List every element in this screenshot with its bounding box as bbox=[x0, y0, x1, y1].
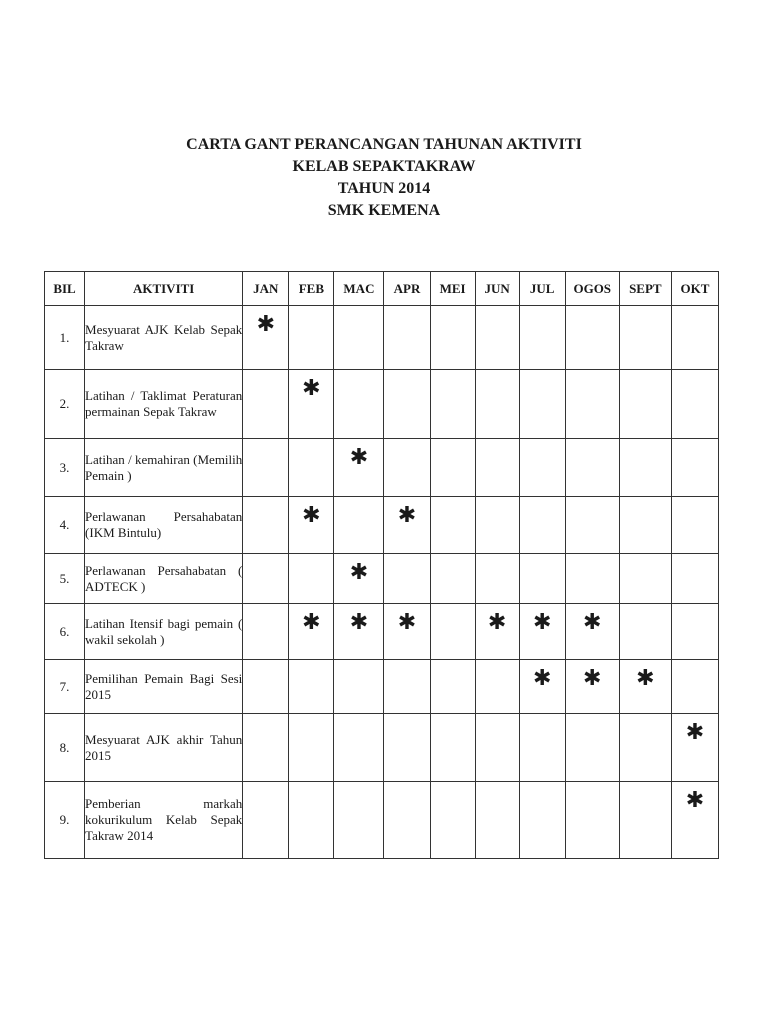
activity-label: Latihan Itensif bagi pemain ( wakil sekolah ) bbox=[85, 615, 243, 647]
month-cell-feb bbox=[289, 714, 334, 782]
activity-marker-icon: ✱ bbox=[349, 560, 369, 585]
month-cell-apr bbox=[384, 370, 430, 439]
activity-marker-icon: ✱ bbox=[397, 610, 417, 635]
month-cell-sept bbox=[619, 714, 671, 782]
month-cell-jun bbox=[475, 660, 519, 714]
month-cell-jul bbox=[519, 554, 565, 604]
activity-marker-icon: ✱ bbox=[636, 666, 655, 691]
activity-marker-icon: ✱ bbox=[532, 666, 552, 691]
month-cell-jan bbox=[243, 660, 289, 714]
month-cell-apr bbox=[384, 306, 430, 370]
month-cell-jan bbox=[243, 554, 289, 604]
title-line-2: KELAB SEPAKTAKRAW bbox=[292, 158, 476, 175]
month-cell-apr bbox=[384, 497, 430, 554]
month-cell-mac bbox=[334, 604, 384, 660]
table-row bbox=[45, 439, 719, 497]
month-cell-sept bbox=[619, 306, 671, 370]
month-cell-feb bbox=[289, 782, 334, 859]
month-cell-jul bbox=[519, 306, 565, 370]
month-cell-feb bbox=[289, 497, 334, 554]
activity-label: Pemilihan Pemain Bagi Sesi 2015 bbox=[85, 670, 243, 702]
header-month-apr: APR bbox=[384, 272, 430, 306]
table-row bbox=[45, 306, 719, 370]
activity-label: Pemberian markah kokurikulum Kelab Sepak Takraw 2014 bbox=[85, 796, 243, 843]
month-cell-mei bbox=[430, 782, 475, 859]
month-cell-mac bbox=[334, 554, 384, 604]
month-cell-mac bbox=[334, 497, 384, 554]
month-cell-mei bbox=[430, 714, 475, 782]
header-month-mei: MEI bbox=[430, 272, 475, 306]
month-cell-mei bbox=[430, 554, 475, 604]
table-row bbox=[45, 660, 719, 714]
row-number: 9. bbox=[45, 782, 85, 859]
month-cell-okt bbox=[671, 782, 718, 859]
month-cell-mac bbox=[334, 714, 384, 782]
title-line-1: CARTA GANT PERANCANGAN TAHUNAN AKTIVITI bbox=[186, 136, 582, 153]
month-cell-jul bbox=[519, 782, 565, 859]
activity-cell bbox=[85, 660, 243, 714]
row-number: 8. bbox=[45, 714, 85, 782]
month-cell-jul bbox=[519, 439, 565, 497]
month-cell-sept bbox=[619, 604, 671, 660]
month-cell-mei bbox=[430, 370, 475, 439]
activity-marker-icon: ✱ bbox=[685, 788, 705, 813]
month-cell-jan bbox=[243, 497, 289, 554]
row-number: 4. bbox=[45, 497, 85, 554]
activity-cell bbox=[85, 370, 243, 439]
month-cell-jun bbox=[475, 714, 519, 782]
month-cell-mac bbox=[334, 306, 384, 370]
activity-label: Latihan / kemahiran (Memilih Pemain ) bbox=[85, 451, 243, 483]
activity-label: Perlawanan Persahabatan (IKM Bintulu) bbox=[85, 509, 243, 540]
month-cell-jun bbox=[475, 370, 519, 439]
month-cell-feb bbox=[289, 370, 334, 439]
gantt-table bbox=[44, 271, 719, 859]
month-cell-ogos bbox=[565, 497, 619, 554]
activity-cell bbox=[85, 782, 243, 859]
month-cell-jan bbox=[243, 604, 289, 660]
activity-cell bbox=[85, 714, 243, 782]
month-cell-apr bbox=[384, 604, 430, 660]
month-cell-mac bbox=[334, 439, 384, 497]
row-number: 3. bbox=[45, 439, 85, 497]
table-row bbox=[45, 370, 719, 439]
month-cell-apr bbox=[384, 782, 430, 859]
month-cell-jan bbox=[243, 370, 289, 439]
month-cell-apr bbox=[384, 660, 430, 714]
month-cell-jan bbox=[243, 782, 289, 859]
month-cell-ogos bbox=[565, 370, 619, 439]
month-cell-sept bbox=[619, 660, 671, 714]
month-cell-ogos bbox=[565, 782, 619, 859]
row-number: 6. bbox=[45, 604, 85, 660]
month-cell-jul bbox=[519, 714, 565, 782]
month-cell-sept bbox=[619, 439, 671, 497]
month-cell-mei bbox=[430, 660, 475, 714]
month-cell-mei bbox=[430, 497, 475, 554]
header-month-feb: FEB bbox=[289, 272, 334, 306]
header-month-sept: SEPT bbox=[619, 272, 671, 306]
month-cell-okt bbox=[671, 370, 718, 439]
activity-cell bbox=[85, 439, 243, 497]
month-cell-feb bbox=[289, 439, 334, 497]
month-cell-jun bbox=[475, 604, 519, 660]
month-cell-jan bbox=[243, 714, 289, 782]
activity-label: Mesyuarat AJK akhir Tahun 2015 bbox=[85, 731, 243, 763]
activity-marker-icon: ✱ bbox=[302, 376, 321, 401]
month-cell-okt bbox=[671, 497, 718, 554]
month-cell-ogos bbox=[565, 714, 619, 782]
row-number: 5. bbox=[45, 554, 85, 604]
title-line-3: TAHUN 2014 bbox=[337, 180, 431, 197]
row-number: 1. bbox=[45, 306, 85, 370]
month-cell-jun bbox=[475, 306, 519, 370]
header-month-ogos: OGOS bbox=[565, 272, 619, 306]
month-cell-ogos bbox=[565, 554, 619, 604]
month-cell-jul bbox=[519, 370, 565, 439]
header-month-okt: OKT bbox=[671, 272, 718, 306]
month-cell-feb bbox=[289, 554, 334, 604]
month-cell-mei bbox=[430, 306, 475, 370]
month-cell-feb bbox=[289, 660, 334, 714]
table-row bbox=[45, 782, 719, 859]
header-month-mac: MAC bbox=[334, 272, 384, 306]
month-cell-apr bbox=[384, 439, 430, 497]
row-number: 7. bbox=[45, 660, 85, 714]
activity-label: Perlawanan Persahabatan ( ADTECK ) bbox=[85, 562, 243, 594]
activity-marker-icon: ✱ bbox=[583, 610, 602, 635]
month-cell-jun bbox=[475, 782, 519, 859]
month-cell-sept bbox=[619, 370, 671, 439]
activity-marker-icon: ✱ bbox=[397, 503, 417, 528]
month-cell-okt bbox=[671, 306, 718, 370]
month-cell-jul bbox=[519, 604, 565, 660]
month-cell-sept bbox=[619, 782, 671, 859]
activity-cell bbox=[85, 604, 243, 660]
activity-marker-icon: ✱ bbox=[532, 610, 552, 635]
activity-marker-icon: ✱ bbox=[685, 720, 705, 745]
header-bil: BIL bbox=[45, 272, 85, 306]
month-cell-okt bbox=[671, 714, 718, 782]
month-cell-mei bbox=[430, 604, 475, 660]
month-cell-jun bbox=[475, 497, 519, 554]
activity-marker-icon: ✱ bbox=[349, 445, 369, 470]
month-cell-mei bbox=[430, 439, 475, 497]
activity-marker-icon: ✱ bbox=[583, 666, 602, 691]
table-row bbox=[45, 604, 719, 660]
title-line-4: SMK KEMENA bbox=[327, 202, 441, 219]
month-cell-mac bbox=[334, 660, 384, 714]
activity-marker-icon: ✱ bbox=[302, 503, 321, 528]
header-month-jul: JUL bbox=[519, 272, 565, 306]
month-cell-okt bbox=[671, 554, 718, 604]
month-cell-mac bbox=[334, 370, 384, 439]
table-row bbox=[45, 497, 719, 554]
activity-label: Latihan / Taklimat Peraturan permainan Sepak Takraw bbox=[85, 388, 243, 419]
activity-label: Mesyuarat AJK Kelab Sepak Takraw bbox=[85, 321, 243, 353]
header-month-jun: JUN bbox=[475, 272, 519, 306]
month-cell-jun bbox=[475, 554, 519, 604]
header-row bbox=[45, 272, 719, 306]
activity-cell bbox=[85, 554, 243, 604]
month-cell-feb bbox=[289, 306, 334, 370]
month-cell-sept bbox=[619, 497, 671, 554]
month-cell-okt bbox=[671, 439, 718, 497]
month-cell-jul bbox=[519, 660, 565, 714]
activity-marker-icon: ✱ bbox=[302, 610, 321, 635]
header-aktiviti: AKTIVITI bbox=[85, 272, 243, 306]
month-cell-sept bbox=[619, 554, 671, 604]
gantt-body bbox=[45, 306, 719, 859]
month-cell-apr bbox=[384, 714, 430, 782]
header-month-jan: JAN bbox=[243, 272, 289, 306]
activity-cell bbox=[85, 306, 243, 370]
month-cell-ogos bbox=[565, 604, 619, 660]
month-cell-jan bbox=[243, 306, 289, 370]
month-cell-okt bbox=[671, 660, 718, 714]
activity-cell bbox=[85, 497, 243, 554]
month-cell-jul bbox=[519, 497, 565, 554]
activity-marker-icon: ✱ bbox=[487, 610, 507, 635]
month-cell-apr bbox=[384, 554, 430, 604]
table-row bbox=[45, 714, 719, 782]
activity-marker-icon: ✱ bbox=[349, 610, 369, 635]
month-cell-ogos bbox=[565, 306, 619, 370]
month-cell-jan bbox=[243, 439, 289, 497]
month-cell-feb bbox=[289, 604, 334, 660]
month-cell-ogos bbox=[565, 439, 619, 497]
document-title bbox=[0, 134, 768, 222]
month-cell-ogos bbox=[565, 660, 619, 714]
table-row bbox=[45, 554, 719, 604]
month-cell-mac bbox=[334, 782, 384, 859]
month-cell-jun bbox=[475, 439, 519, 497]
activity-marker-icon: ✱ bbox=[256, 312, 276, 337]
month-cell-okt bbox=[671, 604, 718, 660]
row-number: 2. bbox=[45, 370, 85, 439]
